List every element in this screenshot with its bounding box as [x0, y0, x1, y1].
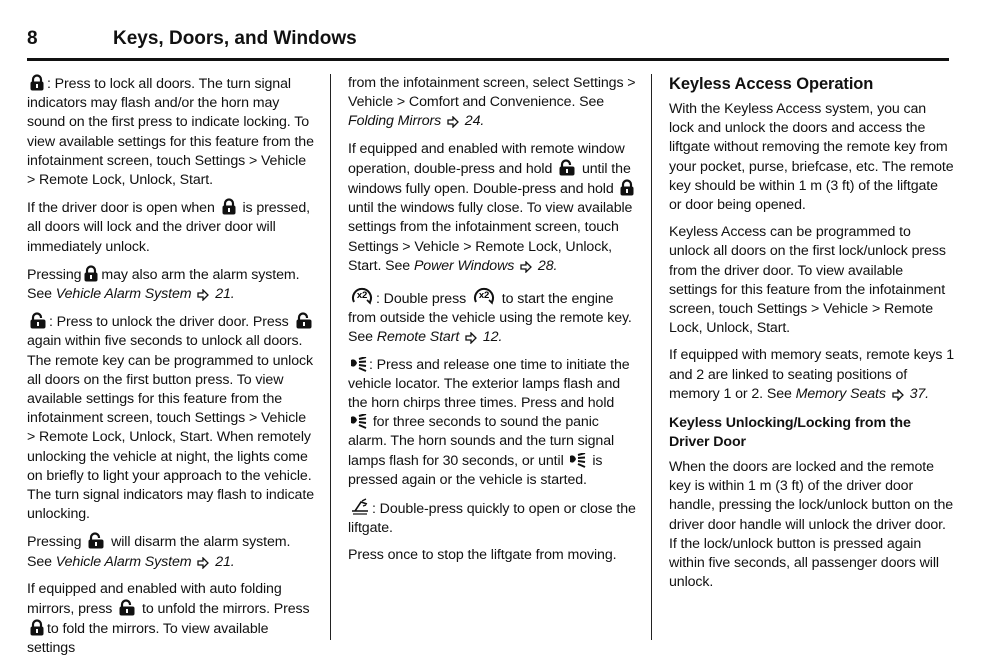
column-3: [669, 74, 954, 600]
paragraph: from the infotainment screen, select Settings > Vehicle > Comfort and Convenience. See Folding Mirrors 24.: [348, 75, 636, 130]
page-reference-link[interactable]: Folding Mirrors 24.: [348, 113, 485, 130]
unlock-icon: [118, 599, 136, 616]
vehicle-locator-icon: [569, 453, 586, 468]
page-reference-link[interactable]: Remote Start 12.: [376, 329, 503, 346]
paragraph: When the doors are locked and the remote key is within 1 m (3 ft) of the driver door handle, pressing the lock/unlock button on the driver door handle will unlock the driver door. If the lock/unlock button is pressed again within five seconds, all passenger doors will unlock.: [669, 459, 954, 591]
lock-icon: [83, 265, 99, 282]
page-reference-link[interactable]: Memory Seats 37.: [795, 385, 930, 402]
page-ref-arrow-icon: [197, 289, 209, 301]
unlock-icon: [295, 312, 313, 329]
lock-icon: [29, 74, 45, 91]
page-reference-link[interactable]: Vehicle Alarm System 21.: [55, 286, 235, 303]
svg-text:x2: x2: [478, 290, 490, 302]
paragraph: With the Keyless Access system, you can lock and unlock the doors and access the liftgate without removing the remote key from your pocket, purse, briefcase, etc. The remote key should be within 1 m (3 ft) of the liftgate or door being opened.: [669, 101, 954, 214]
column-2: [348, 74, 638, 574]
svg-text:x2: x2: [356, 290, 368, 302]
paragraph: Press once to stop the liftgate from moving.: [348, 547, 617, 564]
section-heading: Keyless Access Operation: [669, 75, 874, 93]
paragraph: If equipped and enabled with remote window operation, double-press and hold until the windows fully open. Double-press and hold until the windows fully close. To view available settings from the infotainment screen, touch Settings > Vehicle > Remote Lock, Unlock, Start. See Power Windows 28.: [348, 140, 638, 276]
vehicle-locator-icon: [350, 357, 367, 372]
page-header: [27, 26, 949, 61]
remote-start-x2-icon: [350, 284, 374, 306]
paragraph: : Double-press quickly to open or close the liftgate.: [348, 498, 638, 538]
paragraph: : Press to lock all doors. The turn signal indicators may flash and/or the horn may sound on the first press to indicate locking. To view available settings for this feature from the infotainment screen, touch Settings > Vehicle > Remote Lock, Unlock, Start.: [27, 76, 314, 189]
paragraph: Keyless Access can be programmed to unlock all doors on the first lock/unlock press from the driver door. To view available settings for this feature from the infotainment screen, touch Settings > Vehicle > Remote Lock, Unlock, Start.: [669, 224, 946, 337]
chapter-title: Keys, Doors, and Windows: [113, 28, 357, 49]
remote-start-x2-icon: [472, 284, 496, 306]
paragraph: : Press to unlock the driver door. Press again within five seconds to unlock all doors. The remote key can be programmed to unlock all doors on the first button press. To view available settings for this feature from the infotainment screen, touch Settings > Vehicle > Remote Lock, Unlock, Start. When remotely unlocking the vehicle at night, the lights come on briefly to light your approach to the vehicle. The turn signal indicators may flash to indicate unlocking.: [27, 314, 314, 523]
lock-icon: [221, 198, 237, 215]
column-divider: [330, 74, 331, 640]
unlock-icon: [87, 532, 105, 549]
subsection-heading: Keyless Unlocking/Locking from the Driver Door: [669, 415, 911, 451]
liftgate-icon: [350, 498, 370, 516]
paragraph: If equipped and enabled with auto folding mirrors, press to unfold the mirrors. Press to fold the mirrors. To view available settings: [27, 580, 310, 657]
column-divider: [651, 74, 652, 640]
paragraph: Pressing may also arm the alarm system. See Vehicle Alarm System 21.: [27, 266, 300, 303]
paragraph: Pressing will disarm the alarm system. See Vehicle Alarm System 21.: [27, 534, 291, 570]
paragraph: x2 : Double press x2 to start the engine from outside the vehicle using the remote key. See Remote Start 12.: [348, 284, 638, 348]
column-1: [27, 74, 317, 667]
unlock-icon: [29, 312, 47, 329]
paragraph: If the driver door is open when is pressed, all doors will lock and the driver door will immediately unlock.: [27, 200, 310, 255]
paragraph: : Press and release one time to initiate the vehicle locator. The exterior lamps flash and the horn chirps three times. Press and hold for three seconds to sound the panic alarm. The horn sounds and the turn signal lamps flash for 30 seconds, or until is pressed again or the vehicle is started.: [348, 356, 630, 488]
page-number: 8: [27, 28, 38, 49]
page-ref-arrow-icon: [520, 261, 532, 273]
vehicle-locator-icon: [350, 414, 367, 429]
page-reference-link[interactable]: Vehicle Alarm System 21.: [55, 553, 235, 570]
paragraph: If equipped with memory seats, remote keys 1 and 2 are linked to seating positions of memory 1 or 2. See Memory Seats 37.: [669, 347, 954, 402]
page-ref-arrow-icon: [892, 389, 904, 401]
page-ref-arrow-icon: [447, 116, 459, 128]
page-reference-link[interactable]: Power Windows 28.: [413, 257, 558, 274]
page-ref-arrow-icon: [197, 557, 209, 569]
lock-icon: [29, 619, 45, 636]
page-ref-arrow-icon: [465, 332, 477, 344]
unlock-icon: [558, 159, 576, 176]
lock-icon: [619, 179, 635, 196]
